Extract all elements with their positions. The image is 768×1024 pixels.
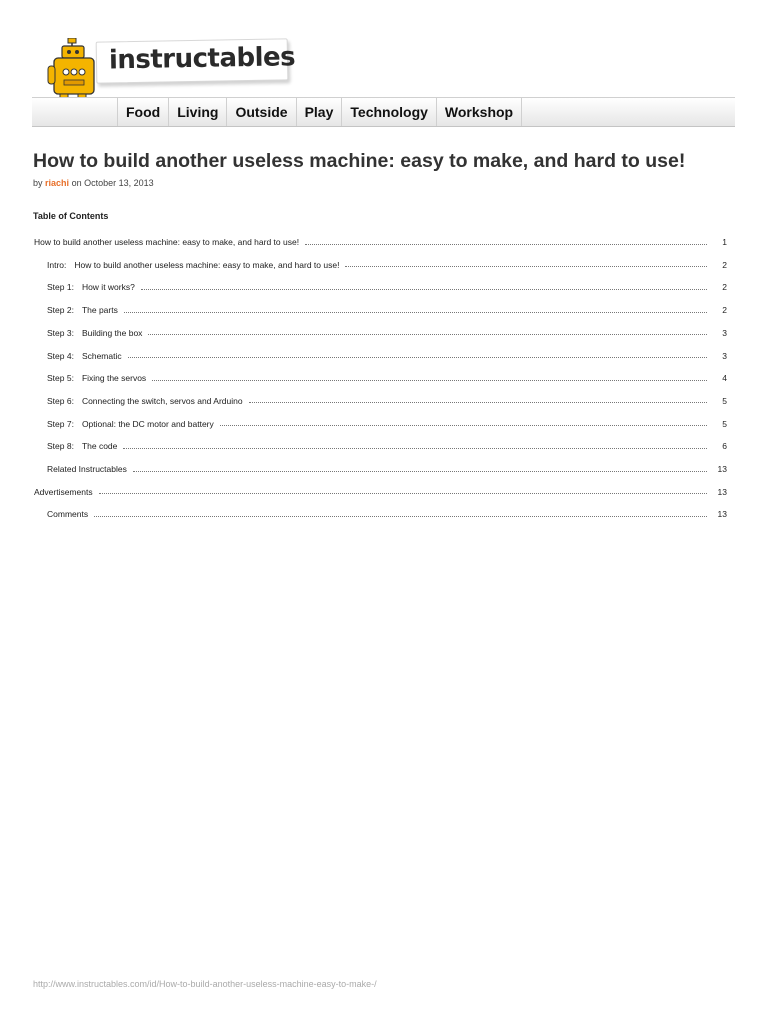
toc-step-number: Step 1: [47, 282, 74, 293]
toc-entry-label [47, 396, 243, 406]
toc-entry-text: How it works? [81, 282, 135, 293]
toc-leader-dots [123, 447, 707, 449]
nav-item-play[interactable]: Play [297, 98, 343, 126]
toc-entry[interactable] [47, 394, 727, 408]
toc-entry-label [47, 509, 88, 519]
toc-page-number: 2 [722, 259, 727, 270]
toc-page-number: 1 [722, 237, 727, 247]
toc-entry-label [47, 351, 122, 361]
toc-entry-text: Advertisements [34, 486, 93, 497]
byline-date: on October 13, 2013 [71, 178, 154, 188]
toc-entry-text: Optional: the DC motor and battery [81, 418, 214, 429]
toc-page-number: 4 [722, 373, 727, 384]
toc-step-number: Intro: [47, 259, 67, 270]
toc-step-number: Step 3: [47, 327, 74, 338]
nav-item-outside[interactable]: Outside [227, 98, 296, 126]
toc-entry[interactable] [47, 349, 727, 363]
toc-entry[interactable] [47, 417, 727, 431]
toc-entry-text: The code [81, 441, 118, 452]
toc-entry-text: Building the box [81, 327, 143, 338]
nav-item-food[interactable]: Food [118, 98, 169, 126]
toc-entry-text: The parts [81, 305, 118, 316]
toc-page-number: 2 [722, 282, 727, 293]
toc-entry-text: Fixing the servos [81, 373, 147, 384]
toc-entry-label [34, 237, 299, 247]
toc-entry[interactable] [47, 439, 727, 453]
byline [33, 178, 154, 188]
toc-entry-text: How to build another useless machine: easy to make, and hard to use! [34, 237, 300, 247]
toc-entry-label [47, 328, 142, 338]
toc-step-number: Step 2: [47, 305, 74, 316]
toc-page-number: 5 [722, 395, 727, 406]
toc-entry-label [47, 282, 135, 292]
toc-entry[interactable] [47, 462, 727, 476]
toc-page-number: 2 [722, 305, 727, 316]
toc-leader-dots [133, 470, 707, 472]
toc-entry-text: Connecting the switch, servos and Arduino [81, 395, 243, 406]
nav-item-technology[interactable]: Technology [342, 98, 437, 126]
toc-leader-dots [148, 333, 707, 335]
toc-entry[interactable] [34, 485, 727, 499]
toc-page-number: 6 [722, 441, 727, 452]
toc-entry[interactable] [47, 303, 727, 317]
toc-entry-label [47, 305, 118, 315]
toc-leader-dots [152, 379, 707, 381]
author-link[interactable]: riachi [45, 178, 70, 188]
byline-prefix: by [33, 178, 43, 188]
page-title: How to build another useless machine: easy to make, and hard to use! [33, 150, 686, 172]
toc-page-number: 3 [722, 327, 727, 338]
logo-text: instructables [108, 42, 296, 76]
footer-url[interactable]: http://www.instructables.com/id/How-to-build-another-useless-machine-easy-to-make-/ [33, 979, 377, 989]
toc-page-number: 13 [717, 509, 727, 520]
toc-leader-dots [128, 356, 707, 358]
toc-entry-text: Schematic [81, 350, 122, 361]
toc-entry-label [47, 464, 127, 474]
toc-entry-text: Comments [47, 509, 89, 520]
toc-entry-text: Related Instructables [47, 464, 127, 474]
toc-leader-dots [345, 265, 707, 267]
toc-entry-label [34, 487, 93, 497]
toc-entry-label [47, 419, 214, 429]
logo-banner[interactable] [96, 38, 296, 83]
category-nav [32, 97, 735, 127]
toc-entry[interactable] [47, 258, 727, 272]
toc-leader-dots [94, 515, 707, 517]
toc-leader-dots [220, 424, 707, 426]
toc-page-number: 13 [717, 486, 727, 497]
toc-heading: Table of Contents [33, 211, 109, 221]
toc-leader-dots [99, 492, 707, 494]
toc-step-number: Step 4: [47, 350, 74, 361]
toc-step-number: Step 5: [47, 373, 74, 384]
toc-leader-dots [124, 311, 707, 313]
toc-entry[interactable] [47, 371, 727, 385]
toc-step-number: Step 7: [47, 418, 74, 429]
toc-page-number: 13 [717, 464, 727, 474]
toc-entry[interactable] [47, 507, 727, 521]
nav-spacer [32, 98, 118, 126]
toc-entry[interactable] [47, 326, 727, 340]
toc-leader-dots [305, 243, 707, 245]
toc-entry-label [47, 373, 146, 383]
toc-leader-dots [249, 401, 707, 403]
nav-item-living[interactable]: Living [169, 98, 227, 126]
toc-entry-label [47, 260, 339, 270]
nav-item-workshop[interactable]: Workshop [437, 98, 522, 126]
toc-entry-label [47, 441, 117, 451]
toc-entry[interactable] [47, 280, 727, 294]
toc-step-number: Step 8: [47, 441, 74, 452]
toc-step-number: Step 6: [47, 395, 74, 406]
toc-entry-text: How to build another useless machine: easy to make, and hard to use! [74, 259, 340, 270]
toc-leader-dots [141, 288, 707, 290]
toc-entry[interactable] [34, 235, 727, 249]
toc-page-number: 5 [722, 418, 727, 429]
toc-page-number: 3 [722, 350, 727, 361]
